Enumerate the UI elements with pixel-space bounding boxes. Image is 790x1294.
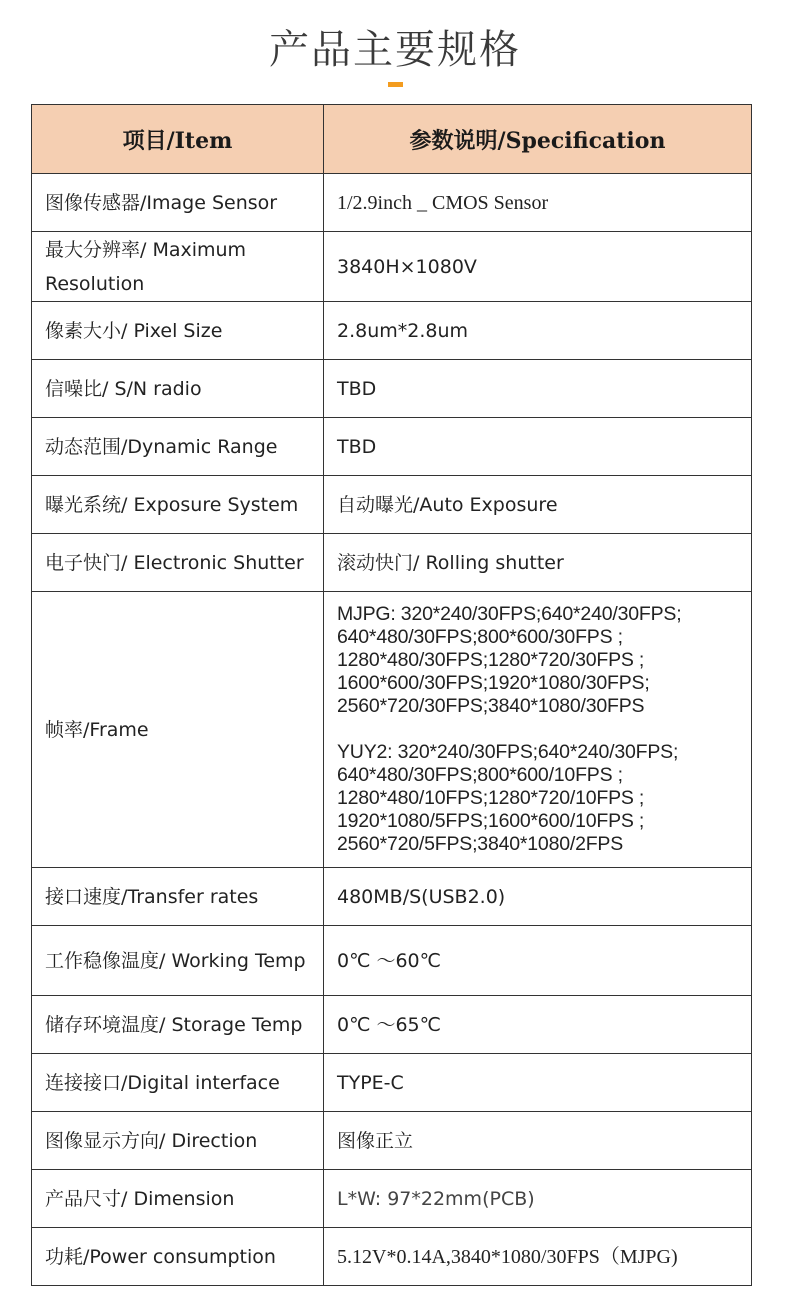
- row-label: 图像显示方向/ Direction: [32, 1112, 324, 1170]
- row-label: 电子快门/ Electronic Shutter: [32, 534, 324, 592]
- header-item: 项目/Item: [32, 105, 324, 174]
- table-header-row: [32, 105, 752, 174]
- row-value: TBD: [324, 418, 752, 476]
- table-row: [32, 1170, 752, 1228]
- table-row: [32, 1112, 752, 1170]
- row-value: 3840H×1080V: [324, 232, 752, 302]
- row-value: 滚动快门/ Rolling shutter: [324, 534, 752, 592]
- row-label: 最大分辨率/ Maximum Resolution: [32, 232, 324, 302]
- table-row: [32, 996, 752, 1054]
- header-spec: 参数说明/Specification: [324, 105, 752, 174]
- table-row: [32, 534, 752, 592]
- row-value: 图像正立: [324, 1112, 752, 1170]
- page-title: 产品主要规格: [269, 27, 521, 73]
- row-value: 5.12V*0.14A,3840*1080/30FPS（MJPG): [324, 1228, 752, 1286]
- table-row: [32, 1228, 752, 1286]
- row-label: 像素大小/ Pixel Size: [32, 302, 324, 360]
- row-value: 2.8um*2.8um: [324, 302, 752, 360]
- row-value-frame: [324, 592, 752, 868]
- table-row: [32, 868, 752, 926]
- table-row: [32, 926, 752, 996]
- row-label: 曝光系统/ Exposure System: [32, 476, 324, 534]
- row-label: 接口速度/Transfer rates: [32, 868, 324, 926]
- row-value: TBD: [324, 360, 752, 418]
- row-value: 1/2.9inch _ CMOS Sensor: [324, 174, 752, 232]
- row-label: 功耗/Power consumption: [32, 1228, 324, 1286]
- row-label: 产品尺寸/ Dimension: [32, 1170, 324, 1228]
- row-value: L*W: 97*22mm(PCB): [324, 1170, 752, 1228]
- table-row: [32, 232, 752, 302]
- table-row: [32, 418, 752, 476]
- frame-yuy2: YUY2: 320*240/30FPS;640*240/30FPS; 640*480/30FPS;800*600/10FPS ; 1280*480/10FPS;1280*720/10FPS ; 1920*1080/5FPS;1600*600/10FPS ; 2560*720/5FPS;3840*1080/2FPS: [337, 741, 679, 855]
- row-value: 0℃ ～60℃: [324, 926, 752, 996]
- table-row: [32, 592, 752, 868]
- title-accent-bar: [388, 82, 403, 87]
- table-row: [32, 302, 752, 360]
- spec-table: [31, 104, 752, 1286]
- table-row: [32, 476, 752, 534]
- row-label: 储存环境温度/ Storage Temp: [32, 996, 324, 1054]
- row-label: 图像传感器/Image Sensor: [32, 174, 324, 232]
- table-row: [32, 1054, 752, 1112]
- row-label: 动态范围/Dynamic Range: [32, 418, 324, 476]
- frame-mjpg: MJPG: 320*240/30FPS;640*240/30FPS; 640*480/30FPS;800*600/30FPS ; 1280*480/30FPS;1280*720/30FPS ; 1600*600/30FPS;1920*1080/30FPS; 2560*720/30FPS;3840*1080/30FPS: [337, 603, 682, 717]
- row-label: 帧率/Frame: [32, 592, 324, 868]
- table-row: [32, 360, 752, 418]
- row-value: 自动曝光/Auto Exposure: [324, 476, 752, 534]
- row-label: 连接接口/Digital interface: [32, 1054, 324, 1112]
- row-label: 信噪比/ S/N radio: [32, 360, 324, 418]
- row-value: TYPE-C: [324, 1054, 752, 1112]
- row-label: 工作稳像温度/ Working Temp: [32, 926, 324, 996]
- row-value: 0℃ ～65℃: [324, 996, 752, 1054]
- table-row: [32, 174, 752, 232]
- row-value: 480MB/S(USB2.0): [324, 868, 752, 926]
